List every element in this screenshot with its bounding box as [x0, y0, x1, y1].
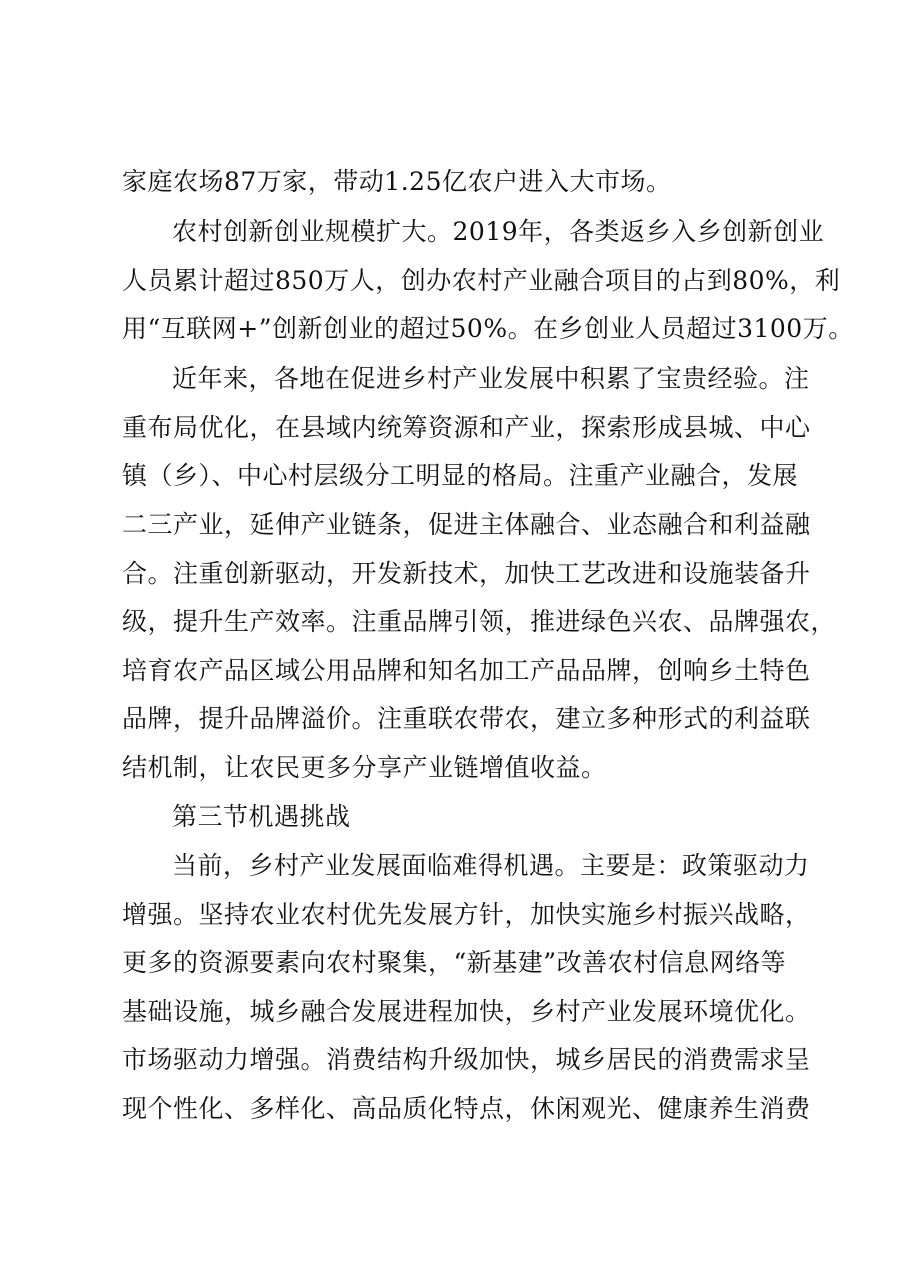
paragraph-line: 用“互联网+”创新创业的超过50%。在乡创业人员超过3100万。	[122, 314, 854, 343]
paragraph-line: 培育农产品区域公用品牌和知名加工产品品牌，创响乡土特色	[122, 656, 811, 685]
paragraph-line: 结机制，让农民更多分享产业链增值收益。	[122, 753, 607, 782]
paragraph-line: 人员累计超过850万人，创办农村产业融合项目的占到80%，利	[122, 266, 841, 295]
paragraph-line: 合。注重创新驱动，开发新技术，加快工艺改进和设施装备升	[122, 559, 811, 588]
paragraph-line: 增强。坚持农业农村优先发展方针，加快实施乡村振兴战略，	[122, 900, 811, 929]
paragraph-line: 近年来，各地在促进乡村产业发展中积累了宝贵经验。注	[172, 364, 810, 393]
paragraph-line: 市场驱动力增强。消费结构升级加快，城乡居民的消费需求呈	[122, 1045, 811, 1074]
section-heading: 第三节机遇挑战	[172, 802, 351, 831]
paragraph-line: 级，提升生产效率。注重品牌引领，推进绿色兴农、品牌强农，	[122, 607, 837, 636]
paragraph-line: 现个性化、多样化、高品质化特点，休闲观光、健康养生消费	[122, 1094, 811, 1123]
paragraph-line: 品牌，提升品牌溢价。注重联农带农，建立多种形式的利益联	[122, 704, 811, 733]
paragraph-line: 家庭农场87万家，带动1.25亿农户进入大市场。	[122, 167, 672, 196]
paragraph-line: 二三产业，延伸产业链条，促进主体融合、业态融合和利益融	[122, 510, 811, 539]
paragraph-line: 当前，乡村产业发展面临难得机遇。主要是：政策驱动力	[172, 851, 810, 880]
paragraph-line: 镇（乡）、中心村层级分工明显的格局。注重产业融合，发展	[122, 461, 799, 490]
paragraph-line: 农村创新创业规模扩大。2019年，各类返乡入乡创新创业	[172, 217, 825, 246]
paragraph-line: 更多的资源要素向农村聚集，“新基建”改善农村信息网络等	[122, 948, 787, 977]
paragraph-line: 基础设施，城乡融合发展进程加快，乡村产业发展环境优化。	[122, 997, 811, 1026]
paragraph-line: 重布局优化，在县域内统筹资源和产业，探索形成县城、中心	[122, 413, 811, 442]
